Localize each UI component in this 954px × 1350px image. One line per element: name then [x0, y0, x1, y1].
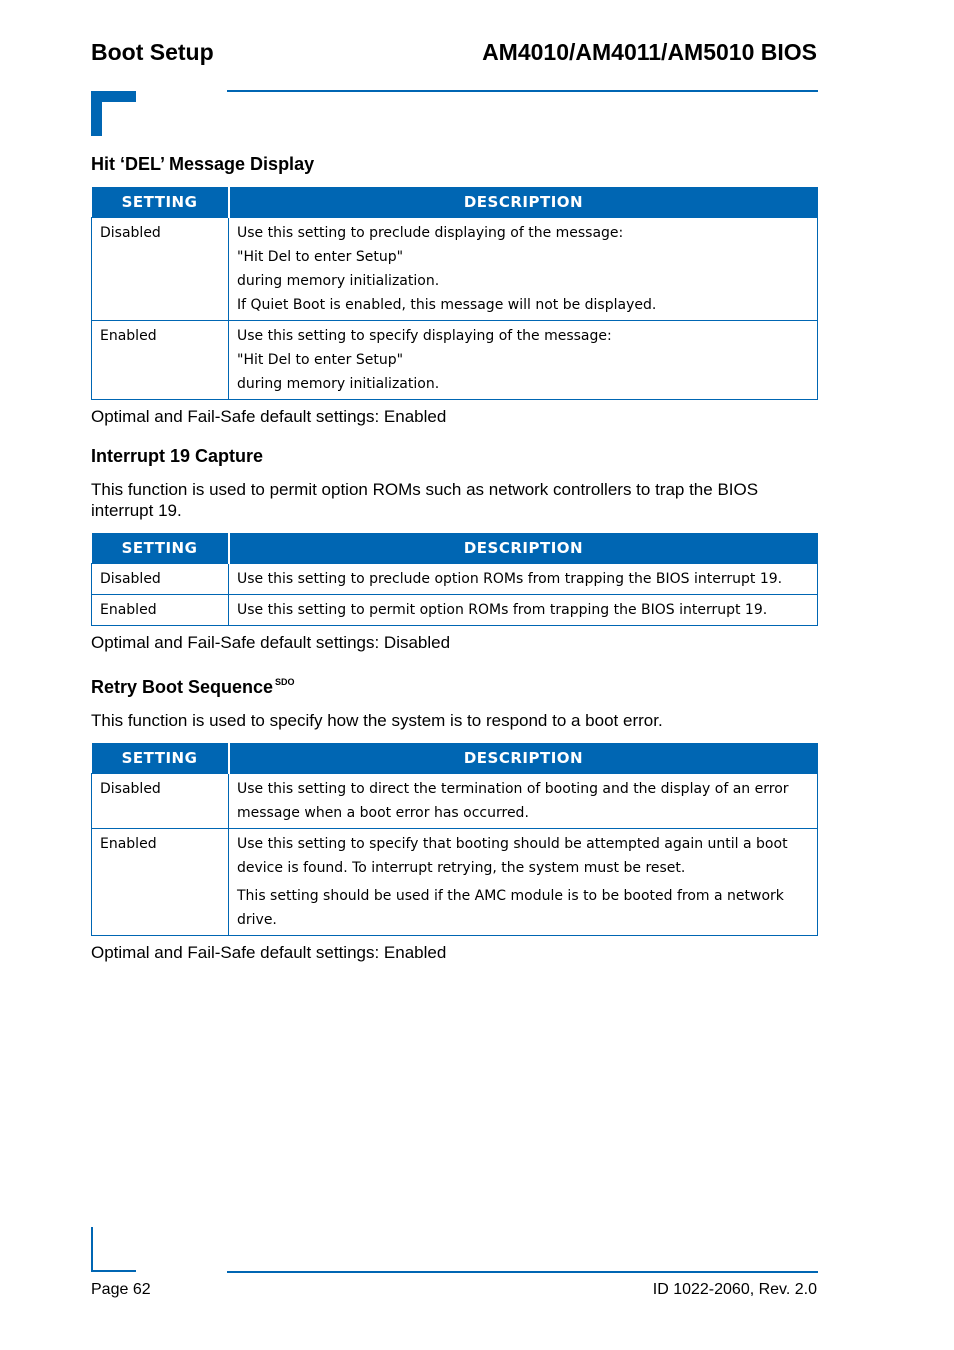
description-line: Use this setting to specify that booting should be attempted again until a boot device is found. To interrupt retrying, the system must be reset.	[237, 836, 788, 876]
table-row	[92, 218, 818, 321]
description-line: Use this setting to preclude displaying of the message:	[237, 225, 624, 241]
description-line: This setting should be used if the AMC module is to be booted from a network drive.	[237, 888, 784, 928]
description-cell	[229, 321, 818, 400]
document-id: ID 1022-2060, Rev. 2.0	[652, 1281, 817, 1298]
description-line: If Quiet Boot is enabled, this message will not be displayed.	[237, 297, 657, 313]
setting-cell: Disabled	[92, 564, 229, 595]
col-header-description: DESCRIPTION	[229, 187, 818, 218]
document-title: AM4010/AM4011/AM5010 BIOS	[482, 39, 817, 65]
section-intro: This function is used to specify how the system is to respond to a boot error.	[91, 711, 663, 730]
setting-cell: Disabled	[92, 218, 229, 321]
settings-table-retry-boot	[91, 743, 818, 936]
description-line: "Hit Del to enter Setup"	[237, 249, 404, 265]
table-row	[92, 595, 818, 626]
settings-table-interrupt-19	[91, 533, 818, 626]
default-settings-note: Optimal and Fail-Safe default settings: Disabled	[91, 633, 451, 652]
col-header-description: DESCRIPTION	[229, 743, 818, 774]
description-cell	[229, 218, 818, 321]
description-cell: Use this setting to permit option ROMs from trapping the BIOS interrupt 19.	[229, 595, 818, 626]
page-content	[91, 153, 818, 981]
description-cell: Use this setting to preclude option ROMs from trapping the BIOS interrupt 19.	[229, 564, 818, 595]
section-title-hit-del: Hit ‘DEL’ Message Display	[91, 154, 315, 174]
default-settings-note: Optimal and Fail-Safe default settings: Enabled	[91, 943, 447, 962]
section-title-text: Retry Boot Sequence	[91, 677, 274, 697]
description-line: during memory initialization.	[237, 273, 440, 289]
table-row	[92, 774, 818, 829]
sdo-superscript: SDO	[275, 677, 295, 687]
section-title-interrupt-19: Interrupt 19 Capture	[91, 446, 264, 466]
table-row	[92, 321, 818, 400]
description-line: Use this setting to specify displaying of the message:	[237, 328, 612, 344]
setting-cell: Enabled	[92, 321, 229, 400]
table-row	[92, 564, 818, 595]
setting-cell: Enabled	[92, 829, 229, 936]
table-row	[92, 829, 818, 936]
setting-cell: Enabled	[92, 595, 229, 626]
section-title-retry-boot	[91, 671, 818, 698]
page-number: Page 62	[91, 1281, 151, 1298]
corner-mark-bottom	[91, 1227, 136, 1272]
header-rule	[227, 90, 818, 92]
col-header-description: DESCRIPTION	[229, 533, 818, 564]
col-header-setting: SETTING	[92, 533, 229, 564]
corner-mark-top	[91, 91, 136, 136]
section-intro: This function is used to permit option ROMs such as network controllers to trap the BIOS interrupt 19.	[91, 480, 759, 520]
page-section-title: Boot Setup	[91, 39, 214, 65]
footer-rule	[227, 1271, 818, 1273]
settings-table-hit-del	[91, 187, 818, 400]
setting-cell: Disabled	[92, 774, 229, 829]
description-cell	[229, 829, 818, 936]
description-line: "Hit Del to enter Setup"	[237, 352, 404, 368]
default-settings-note: Optimal and Fail-Safe default settings: Enabled	[91, 407, 447, 426]
description-line: during memory initialization.	[237, 376, 440, 392]
description-cell: Use this setting to direct the termination of booting and the display of an error message when a boot error has occurred.	[229, 774, 818, 829]
col-header-setting: SETTING	[92, 187, 229, 218]
col-header-setting: SETTING	[92, 743, 229, 774]
